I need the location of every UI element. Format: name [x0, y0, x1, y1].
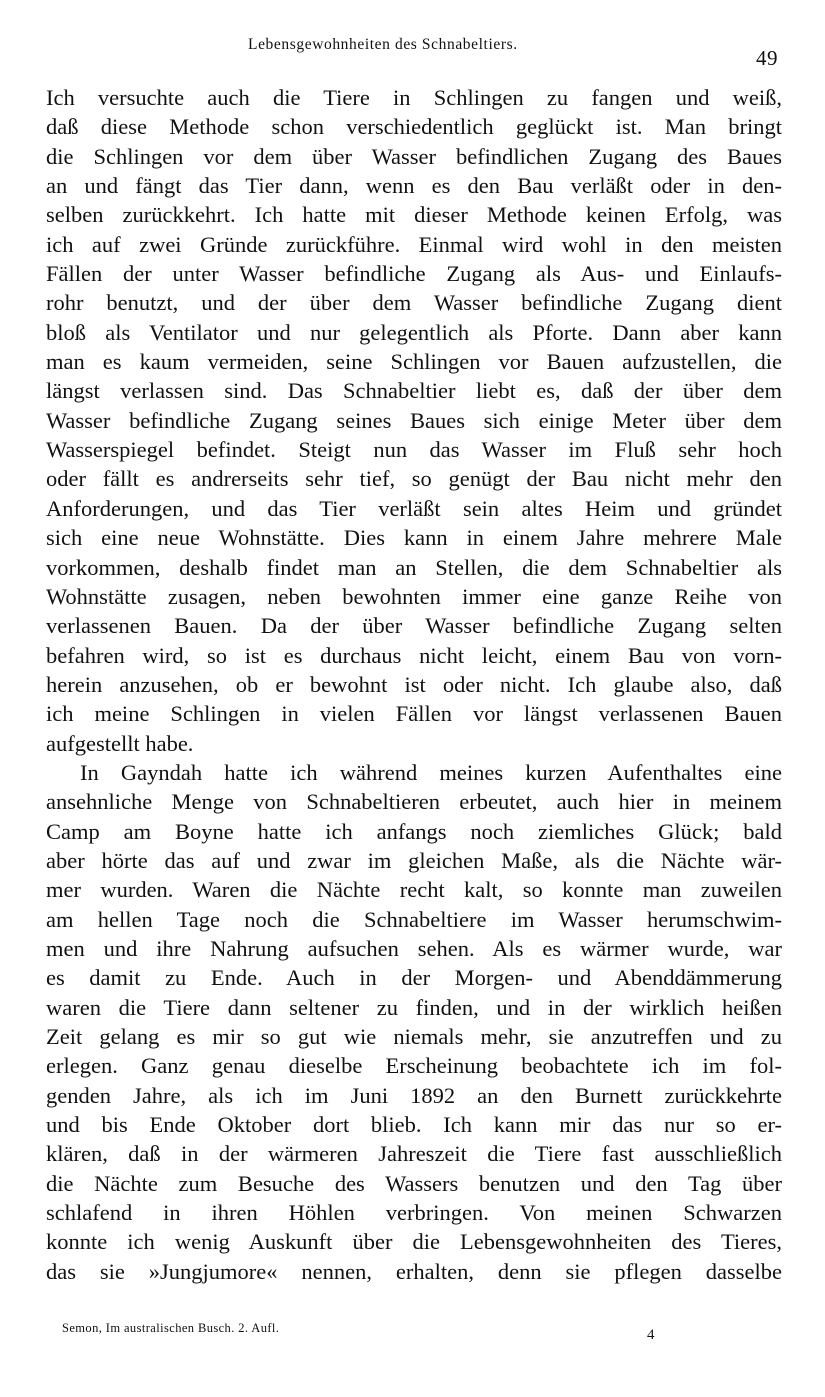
text-line: die Nächte zum Besuche des Wassers benutzen und den Tag über [46, 1170, 782, 1196]
text-line: vorkommen, deshalb findet man an Stellen, die dem Schnabeltier als [46, 554, 782, 580]
running-title: Lebensgewohnheiten des Schnabeltiers. [248, 36, 518, 53]
text-line: bloß als Ventilator und nur gelegentlich als Pforte. Dann aber kann [46, 319, 782, 345]
text-line: Wohnstätte zusagen, neben bewohnten immer eine ganze Reihe von [46, 583, 782, 609]
text-line: ich auf zwei Gründe zurückführe. Einmal wird wohl in den meisten [46, 231, 782, 257]
page-number: 49 [756, 46, 778, 70]
text-line: befahren wird, so ist es durchaus nicht leicht, einem Bau von vorn- [46, 642, 782, 668]
text-line: an und fängt das Tier dann, wenn es den Bau verläßt oder in den- [46, 173, 782, 199]
text-line: Wasserspiegel befindet. Steigt nun das Wasser im Fluß sehr hoch [46, 437, 782, 463]
text-line: herein anzusehen, ob er bewohnt ist oder nicht. Ich glaube also, daß [46, 671, 782, 697]
text-line: sich eine neue Wohnstätte. Dies kann in einem Jahre mehrere Male [46, 525, 782, 551]
signature-mark: 4 [647, 1327, 655, 1343]
text-line: am hellen Tage noch die Schnabeltiere im Wasser herumschwim- [46, 906, 782, 932]
body-text [46, 83, 782, 1286]
text-line: oder fällt es andrerseits sehr tief, so genügt der Bau nicht mehr den [46, 466, 782, 492]
text-line: längst verlassen sind. Das Schnabeltier liebt es, daß der über dem [46, 378, 782, 404]
text-line: Anforderungen, und das Tier verläßt sein altes Heim und gründet [46, 495, 782, 521]
page-footer [62, 1321, 702, 1347]
text-line: Camp am Boyne hatte ich anfangs noch ziemliches Glück; bald [46, 818, 782, 844]
text-line: ich meine Schlingen in vielen Fällen vor längst verlassenen Bauen [46, 701, 782, 727]
text-line: und bis Ende Oktober dort blieb. Ich kann mir das nur so er- [46, 1112, 782, 1138]
text-line: Wasser befindliche Zugang seines Baues sich einige Meter über dem [46, 407, 782, 433]
text-line: waren die Tiere dann seltener zu finden, und in der wirklich heißen [46, 994, 782, 1020]
paragraph-1 [46, 83, 782, 758]
text-line: In Gayndah hatte ich während meines kurzen Aufenthaltes eine [80, 759, 782, 785]
text-line: man es kaum vermeiden, seine Schlingen vor Bauen aufzustellen, die [46, 349, 782, 375]
text-line: es damit zu Ende. Auch in der Morgen- und Abenddämmerung [46, 965, 782, 991]
text-line: daß diese Methode schon verschiedentlich geglückt ist. Man bringt [46, 114, 782, 140]
text-line: mer wurden. Waren die Nächte recht kalt, so konnte man zuweilen [46, 877, 782, 903]
text-line: erlegen. Ganz genau dieselbe Erscheinung beobachtete ich im fol- [46, 1053, 782, 1079]
text-line: klären, daß in der wärmeren Jahreszeit die Tiere fast ausschließlich [46, 1141, 782, 1167]
text-line: aufgestellt habe. [46, 730, 194, 756]
footer-note: Semon, Im australischen Busch. 2. Aufl. [62, 1321, 280, 1335]
text-line: selben zurückkehrt. Ich hatte mit dieser Methode keinen Erfolg, was [46, 202, 782, 228]
text-line: die Schlingen vor dem über Wasser befindlichen Zugang des Baues [46, 143, 782, 169]
text-line: men und ihre Nahrung aufsuchen sehen. Als es wärmer wurde, war [46, 935, 782, 961]
text-line: ansehnliche Menge von Schnabeltieren erbeutet, auch hier in meinem [46, 789, 782, 815]
paragraph-2 [46, 758, 782, 1286]
text-line: genden Jahre, als ich im Juni 1892 an den Burnett zurückkehrte [46, 1082, 782, 1108]
text-line: Ich versuchte auch die Tiere in Schlingen zu fangen und weiß, [46, 85, 782, 110]
text-line: verlassenen Bauen. Da der über Wasser befindliche Zugang selten [46, 613, 782, 639]
text-line: konnte ich wenig Auskunft über die Lebensgewohnheiten des Tieres, [46, 1229, 782, 1255]
text-line: aber hörte das auf und zwar im gleichen Maße, als die Nächte wär- [46, 847, 782, 873]
text-line: Fällen der unter Wasser befindliche Zugang als Aus- und Einlaufs- [46, 261, 782, 287]
text-line: Zeit gelang es mir so gut wie niemals mehr, sie anzutreffen und zu [46, 1024, 782, 1049]
running-header [0, 36, 825, 70]
text-line: rohr benutzt, und der über dem Wasser befindliche Zugang dient [46, 290, 782, 316]
text-line: schlafend in ihren Höhlen verbringen. Von meinen Schwarzen [46, 1200, 782, 1226]
text-line: das sie »Jungjumore« nennen, erhalten, denn sie pflegen dasselbe [46, 1258, 782, 1284]
